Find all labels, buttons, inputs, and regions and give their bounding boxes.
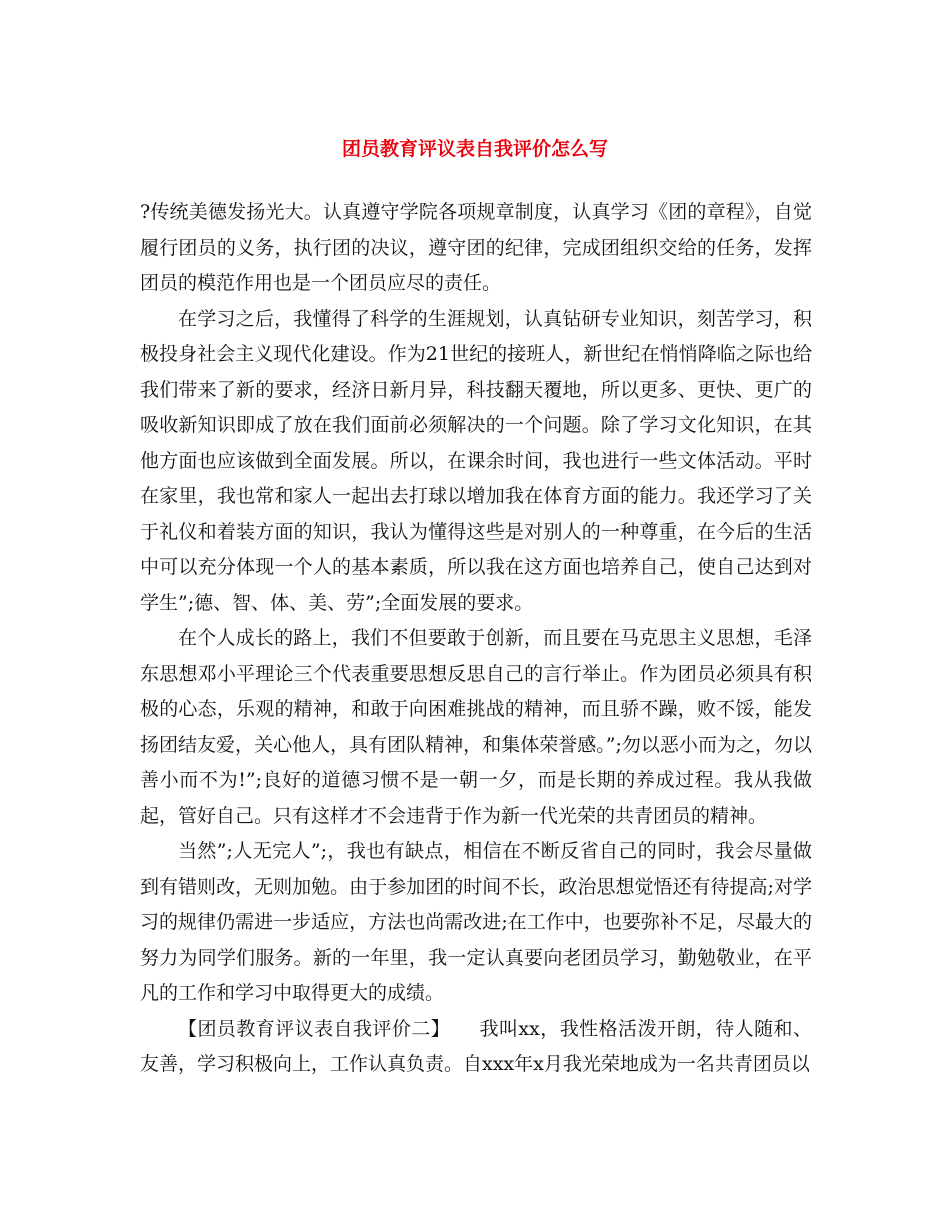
document-body: [140, 195, 812, 1083]
paragraph-continuation: ?传统美德发扬光大。认真遵守学院各项规章制度，认真学习《团的章程》，自觉履行团员的义务，执行团的决议，遵守团的纪律，完成团组织交给的任务，发挥团员的模范作用也是一个团员应尽的责任。: [140, 201, 812, 294]
paragraph-growth: 在个人成长的路上，我们不但要敢于创新，而且要在马克思主义思想，毛泽东思想邓小平理论三个代表重要思想反思自己的言行举止。作为团员必须具有积极的心态，乐观的精神，和敢于向困难挑战的精神，而且骄不躁，败不馁，能发扬团结友爱，关心他人，具有团队精神，和集体荣誉感。”;勿以恶小而为之，勿以善小而不为!”;良好的道德习惯不是一朝一夕，而是长期的养成过程。我从我做起，管好自己。只有这样才不会违背于作为新一代光荣的共青团员的精神。: [140, 627, 812, 827]
document-title: 团员教育评议表自我评价怎么写: [341, 138, 608, 160]
paragraph-shortcomings: 当然”;人无完人”;，我也有缺点，相信在不断反省自己的同时，我会尽量做到有错则改，无则加勉。由于参加团的时间不长，政治思想觉悟还有待提高;对学习的规律仍需进一步适应，方法也尚需改进;在工作中，也要弥补不足，尽最大的努力为同学们服务。新的一年里，我一定认真要向老团员学习，勤勉敬业，在平凡的工作和学习中取得更大的成绩。: [140, 840, 812, 1004]
paragraph-study: 在学习之后，我懂得了科学的生涯规划，认真钻研专业知识，刻苦学习，积极投身社会主义现代化建设。作为21世纪的接班人，新世纪在悄悄降临之际也给我们带来了新的要求，经济日新月异，科技翻天覆地，所以更多、更快、更广的吸收新知识即成了放在我们面前必须解决的一个问题。除了学习文化知识，在其他方面也应该做到全面发展。所以，在课余时间，我也进行一些文体活动。平时在家里，我也常和家人一起出去打球以增加我在体育方面的能力。我还学习了关于礼仪和着装方面的知识，我认为懂得这些是对别人的一种尊重，在今后的生活中可以充分体现一个人的基本素质，所以我在这方面也培养自己，使自己达到对学生”;德、智、体、美、劳”;全面发展的要求。: [140, 307, 812, 614]
paragraph-evaluation-two: 【团员教育评议表自我评价二】 我叫xx，我性格活泼开朗，待人随和、友善，学习积极向上，工作认真负责。自xxx年x月我光荣地成为一名共青团员以: [140, 1017, 812, 1075]
